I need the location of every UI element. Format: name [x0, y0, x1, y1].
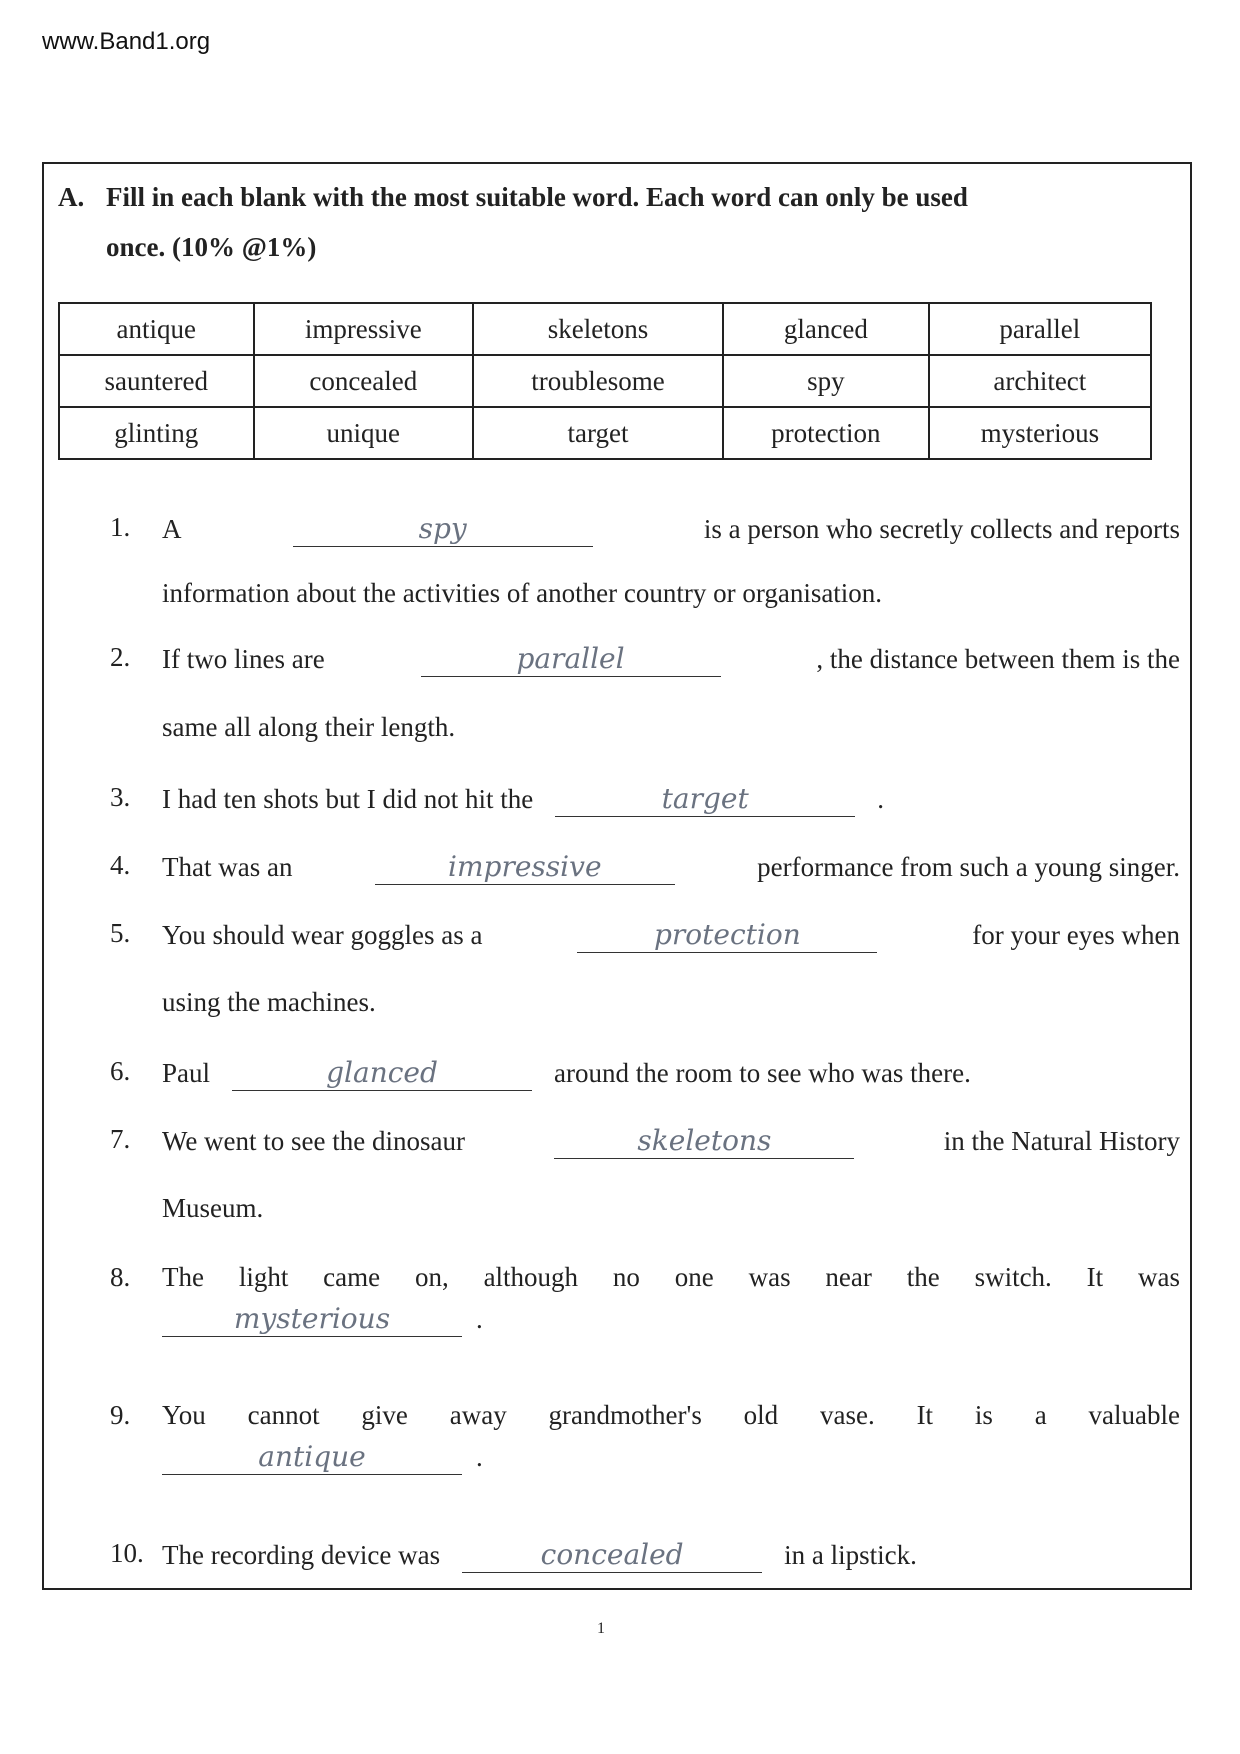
- word-bank-cell: spy: [723, 355, 929, 407]
- question-item: [110, 1262, 1180, 1335]
- question-number: 2.: [110, 642, 131, 672]
- answer-line: [162, 1440, 483, 1475]
- instructions: [58, 172, 1118, 272]
- question-text: [162, 918, 1180, 953]
- word-bank-row: [59, 355, 1151, 407]
- answer-line: [162, 1302, 483, 1337]
- question-continuation: same all along their length.: [162, 712, 456, 742]
- question-text: [162, 1262, 1180, 1293]
- question-item: [110, 642, 1180, 742]
- section-label: A.: [58, 182, 85, 212]
- question-after: in the Natural History: [943, 1126, 1180, 1156]
- question-number: 4.: [110, 850, 131, 880]
- question-item: [110, 1124, 1180, 1223]
- question-after: , the distance between them is the: [816, 644, 1180, 674]
- question-text: [162, 1400, 1180, 1431]
- instruction-line-1: Fill in each blank with the most suitable word. Each word can only be used: [106, 182, 968, 212]
- question-after: in a lipstick.: [784, 1540, 917, 1570]
- answer-blank[interactable]: target: [555, 782, 855, 817]
- question-number: 8.: [110, 1262, 131, 1292]
- word-bank-cell: sauntered: [59, 355, 254, 407]
- word-bank-cell: mysterious: [929, 407, 1151, 459]
- question-number: 6.: [110, 1056, 131, 1086]
- question-number: 3.: [110, 782, 131, 812]
- question-text: [162, 1124, 1180, 1159]
- question-before: You should wear goggles as a: [162, 920, 483, 950]
- word-bank-cell: protection: [723, 407, 929, 459]
- question-number: 7.: [110, 1124, 131, 1154]
- question-before: We went to see the dinosaur: [162, 1126, 465, 1156]
- question-after: .: [476, 1304, 483, 1334]
- word-bank-cell: antique: [59, 303, 254, 355]
- word-bank-cell: glinting: [59, 407, 254, 459]
- question-item: [110, 1056, 1180, 1096]
- question-continuation: Museum.: [162, 1193, 264, 1223]
- word-bank-cell: troublesome: [473, 355, 723, 407]
- question-item: [110, 1538, 1180, 1578]
- word-bank-cell: target: [473, 407, 723, 459]
- question-text: [162, 512, 1180, 547]
- question-item: [110, 1400, 1180, 1473]
- question-number: 1.: [110, 512, 131, 542]
- word-bank-cell: parallel: [929, 303, 1151, 355]
- question-text: [162, 1056, 1180, 1091]
- question-after: for your eyes when: [972, 920, 1180, 950]
- question-number: 5.: [110, 918, 131, 948]
- question-before: I had ten shots but I did not hit the: [162, 784, 534, 814]
- question-item: [110, 512, 1180, 608]
- question-before: If two lines are: [162, 644, 325, 674]
- question-after: performance from such a young singer.: [757, 852, 1180, 882]
- instruction-line-2: once. (10% @1%): [106, 232, 317, 262]
- page-number: 1: [597, 1620, 605, 1637]
- question-after: around the room to see who was there.: [554, 1058, 971, 1088]
- answer-blank[interactable]: concealed: [462, 1538, 762, 1573]
- answer-blank[interactable]: mysterious: [162, 1302, 462, 1337]
- question-before: The light came on, although no one was near the switch. It was: [162, 1262, 1180, 1292]
- question-before: That was an: [162, 852, 293, 882]
- answer-blank[interactable]: antique: [162, 1440, 462, 1475]
- question-before: A: [162, 514, 182, 544]
- question-item: [110, 782, 1180, 822]
- question-after: is a person who secretly collects and reports: [703, 514, 1180, 544]
- question-number: 9.: [110, 1400, 131, 1430]
- answer-blank[interactable]: protection: [577, 918, 877, 953]
- question-before: Paul: [162, 1058, 211, 1088]
- question-item: [110, 918, 1180, 1017]
- word-bank-cell: skeletons: [473, 303, 723, 355]
- answer-blank[interactable]: spy: [293, 512, 593, 547]
- question-after: .: [877, 784, 884, 814]
- word-bank-row: [59, 407, 1151, 459]
- question-before: You cannot give away grandmother's old vase. It is a valuable: [162, 1400, 1180, 1430]
- answer-blank[interactable]: glanced: [232, 1056, 532, 1091]
- site-url: www.Band1.org: [42, 28, 211, 55]
- question-after: .: [476, 1442, 483, 1472]
- answer-blank[interactable]: skeletons: [554, 1124, 854, 1159]
- question-text: [162, 850, 1180, 885]
- word-bank-cell: architect: [929, 355, 1151, 407]
- word-bank-table: [58, 302, 1152, 460]
- answer-blank[interactable]: parallel: [421, 642, 721, 677]
- question-before: The recording device was: [162, 1540, 441, 1570]
- word-bank-row: [59, 303, 1151, 355]
- word-bank-cell: impressive: [254, 303, 474, 355]
- question-text: [162, 782, 1180, 817]
- question-item: [110, 850, 1180, 890]
- question-number: 10.: [110, 1538, 144, 1568]
- word-bank-cell: glanced: [723, 303, 929, 355]
- question-text: [162, 1538, 1180, 1573]
- question-continuation: information about the activities of another country or organisation.: [162, 578, 883, 608]
- answer-blank[interactable]: impressive: [375, 850, 675, 885]
- question-continuation: using the machines.: [162, 987, 376, 1017]
- word-bank-cell: concealed: [254, 355, 474, 407]
- word-bank-cell: unique: [254, 407, 474, 459]
- question-text: [162, 642, 1180, 677]
